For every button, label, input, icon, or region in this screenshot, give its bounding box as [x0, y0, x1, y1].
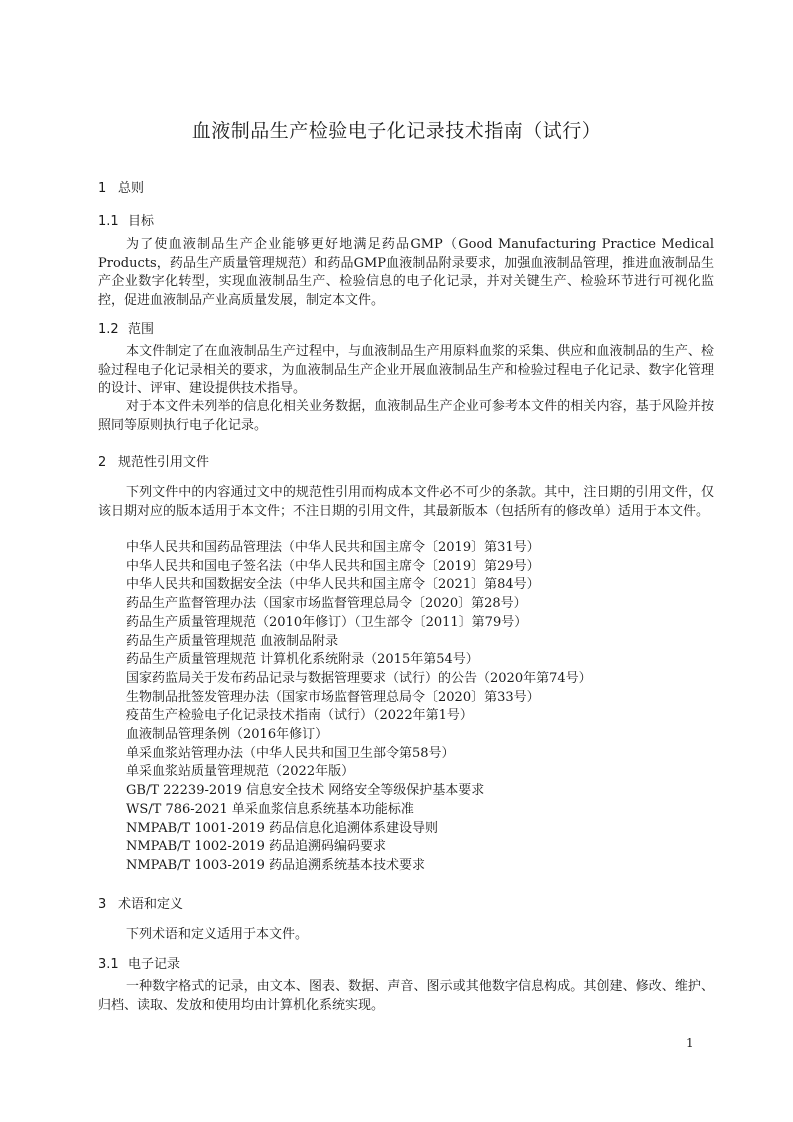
reference-item: 血液制品管理条例（2016年修订） [126, 727, 329, 743]
section-number: 2 [98, 455, 107, 470]
section-3-1-heading [98, 953, 180, 972]
section-number: 3 [98, 897, 107, 912]
paragraph-scope-2: 对于本文件未列举的信息化相关业务数据，血液制品生产企业可参考本文件的相关内容，基于风险并按照同等原则执行电子化记录。 [98, 399, 714, 433]
reference-item: 药品生产质量管理规范（2010年修订）（卫生部令〔2011〕第79号） [126, 614, 528, 630]
paragraph-terms: 下列术语和定义适用于本文件。 [126, 927, 309, 942]
section-2-heading [98, 451, 209, 470]
reference-item: 中华人民共和国电子签名法（中华人民共和国主席令〔2019〕第29号） [126, 558, 540, 574]
reference-item: 药品生产质量管理规范 血液制品附录 [126, 633, 339, 649]
section-number: 1.2 [98, 322, 119, 337]
document-title: 血液制品生产检验电子化记录技术指南（试行） [191, 120, 602, 142]
reference-item: 疫苗生产检验电子化记录技术指南（试行）（2022年第1号） [126, 708, 473, 724]
section-title: 总则 [118, 181, 145, 196]
paragraph-scope-1: 本文件制定了在血液制品生产过程中，与血液制品生产用原料血浆的采集、供应和血液制品的生产、检验过程电子化记录相关的要求，为血液制品生产企业开展血液制品生产和检验过程电子化记录、数字化管理的设计、评审、建设提供技术指导。 [98, 344, 714, 396]
reference-item: NMPAB/T 1002-2019 药品追溯码编码要求 [126, 839, 387, 855]
section-title: 术语和定义 [118, 897, 184, 912]
reference-item: 单采血浆站管理办法（中华人民共和国卫生部令第58号） [126, 745, 455, 761]
section-1-1-heading [98, 210, 154, 229]
paragraph-normative-references: 下列文件中的内容通过文中的规范性引用而构成本文件必不可少的条款。其中，注日期的引用文件，仅该日期对应的版本适用于本文件；不注日期的引用文件，其最新版本（包括所有的修改单）适用于本文件。 [98, 485, 714, 519]
paragraph-objective: 为了使血液制品生产企业能够更好地满足药品GMP（Good Manufacturing Practice Medical Products，药品生产质量管理规范）和药品GMP血液制品附录要求，加强血液制品管理，推进血液制品生产企业数字化转型，实现血液制品生产、检验信息的电子化记录，并对关键生产、检验环节进行可视化监控，促进血液制品产业高质量发展，制定本文件。 [98, 237, 714, 308]
section-1-2-heading [98, 318, 154, 337]
reference-item: 中华人民共和国药品管理法（中华人民共和国主席令〔2019〕第31号） [126, 540, 540, 555]
section-title: 电子记录 [128, 957, 181, 972]
reference-item: NMPAB/T 1001-2019 药品信息化追溯体系建设导则 [126, 820, 439, 836]
section-number: 1.1 [98, 214, 119, 229]
reference-item: 药品生产质量管理规范 计算机化系统附录（2015年第54号） [126, 652, 479, 668]
reference-list [126, 539, 592, 876]
section-3-heading [98, 893, 183, 912]
reference-item: 单采血浆站质量管理规范（2022年版） [126, 764, 355, 780]
page-number: 1 [686, 1036, 694, 1050]
section-number: 1 [98, 181, 107, 196]
reference-item: GB/T 22239-2019 信息安全技术 网络安全等级保护基本要求 [126, 783, 485, 799]
reference-item: 生物制品批签发管理办法（国家市场监督管理总局令〔2020〕第33号） [126, 689, 540, 705]
reference-item: NMPAB/T 1003-2019 药品追溯系统基本技术要求 [126, 857, 426, 873]
section-number: 3.1 [98, 957, 119, 972]
section-1-heading [98, 177, 144, 196]
reference-item: 中华人民共和国数据安全法（中华人民共和国主席令〔2021〕第84号） [126, 577, 540, 593]
reference-item: 国家药监局关于发布药品记录与数据管理要求（试行）的公告（2020年第74号） [126, 670, 592, 686]
section-title: 规范性引用文件 [118, 455, 210, 470]
paragraph-electronic-record: 一种数字格式的记录，由文本、图表、数据、声音、图示或其他数字信息构成。其创建、修改、维护、归档、读取、发放和使用均由计算机化系统实现。 [98, 979, 714, 1013]
section-title: 目标 [128, 214, 155, 229]
reference-item: WS/T 786-2021 单采血浆信息系统基本功能标准 [126, 801, 414, 817]
section-title: 范围 [128, 322, 155, 337]
reference-item: 药品生产监督管理办法（国家市场监督管理总局令〔2020〕第28号） [126, 596, 527, 612]
